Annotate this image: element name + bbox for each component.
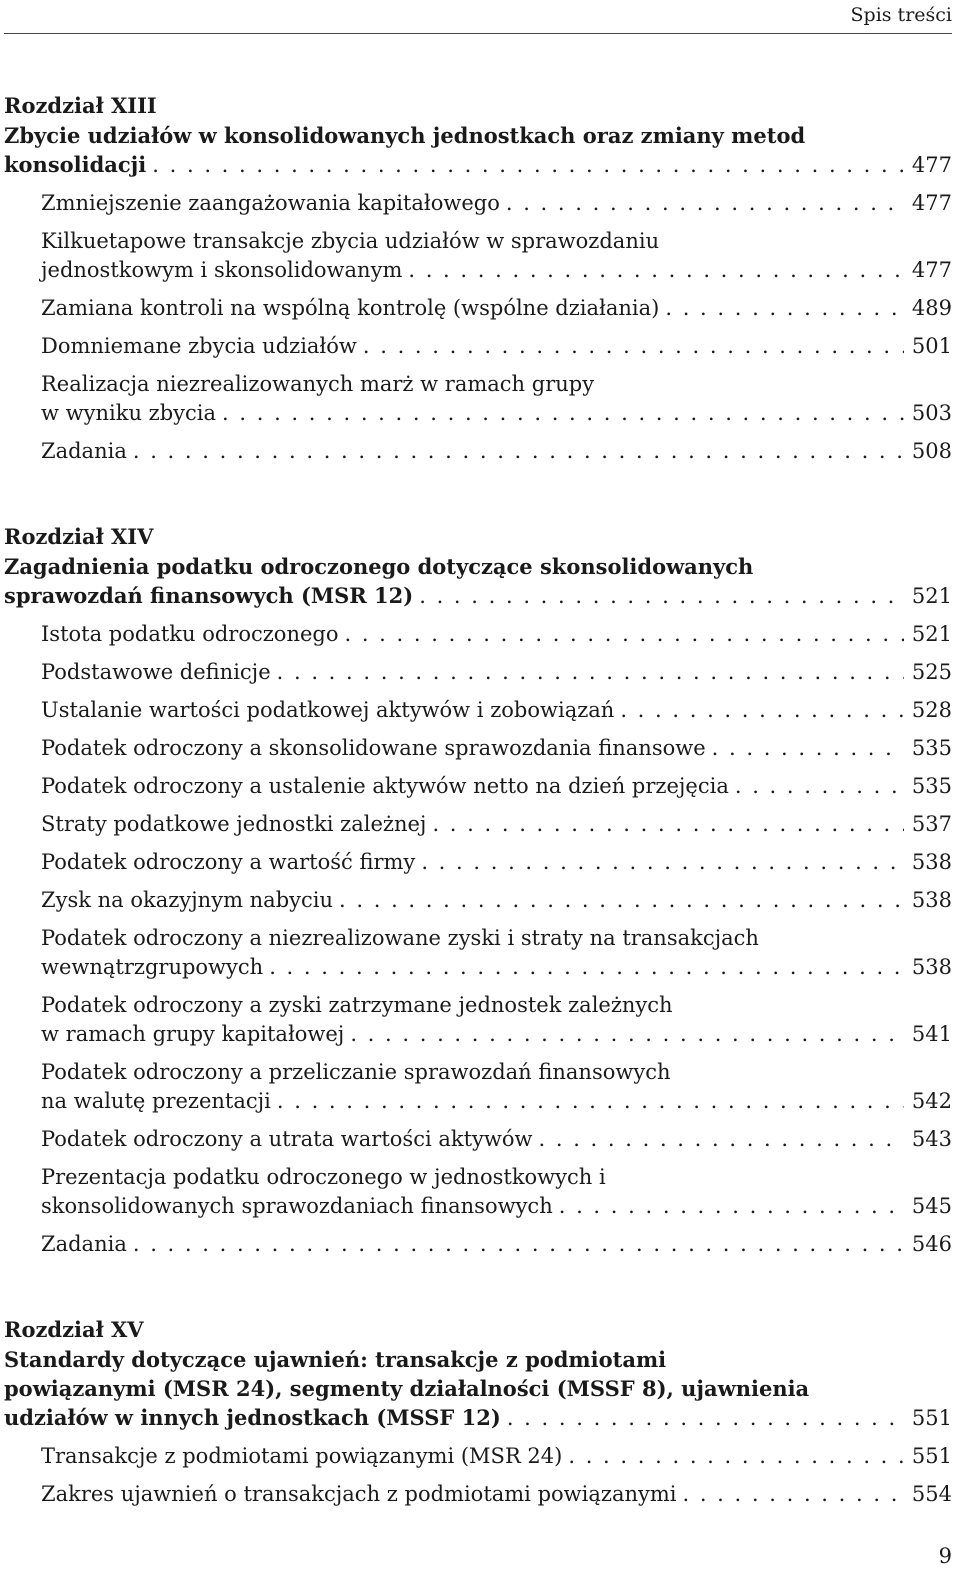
entry-title-line: Zysk na okazyjnym nabyciu [41, 888, 334, 912]
toc-entry[interactable] [4, 294, 952, 323]
entry-title-line: powiązanymi (MSR 24), segmenty działalności (MSSF 8), ujawnienia [4, 1376, 810, 1401]
entry-last-line [41, 772, 952, 801]
entry-title-line: Podatek odroczony a niezrealizowane zyski i straty na transakcjach [41, 926, 759, 950]
dot-leader [146, 151, 904, 180]
entry-title-line: Zadania [41, 439, 127, 463]
page-ref: 508 [911, 439, 952, 463]
dot-leader [426, 810, 903, 839]
entry-last-line [41, 810, 952, 839]
page-ref: 521 [911, 622, 952, 646]
toc-entry[interactable] [4, 370, 952, 428]
dot-leader [271, 658, 904, 687]
table-of-contents [4, 91, 952, 1509]
toc-entry[interactable] [4, 620, 952, 649]
page-ref: 546 [911, 1232, 952, 1256]
toc-entry[interactable] [4, 991, 952, 1049]
entry-title-line: Podstawowe definicje [41, 660, 271, 684]
chapter-section [4, 1315, 952, 1509]
dot-leader [562, 1442, 904, 1471]
toc-entry[interactable] [4, 810, 952, 839]
entry-last-line [41, 620, 952, 649]
entry-title-line: Podatek odroczony a skonsolidowane sprawozdania finansowe [41, 736, 706, 760]
dot-leader [216, 399, 904, 428]
page-ref: 554 [911, 1482, 952, 1506]
page-ref: 503 [911, 401, 952, 425]
page-ref: 545 [911, 1194, 952, 1218]
toc-entry[interactable] [4, 1442, 952, 1471]
entry-title-line: Domniemane zbycia udziałów [41, 334, 357, 358]
running-header: Spis treści [4, 0, 952, 34]
page-ref: 551 [911, 1444, 952, 1468]
entry-last-line [41, 696, 952, 725]
dot-leader [263, 953, 904, 982]
dot-leader [706, 734, 904, 763]
dot-leader [357, 332, 904, 361]
dot-leader [127, 437, 904, 466]
entry-last-line [41, 1442, 952, 1471]
dot-leader [413, 582, 904, 611]
entry-title-line: na walutę prezentacji [41, 1089, 271, 1113]
entry-last-line [41, 1192, 952, 1221]
entry-last-line [41, 437, 952, 466]
chapter-number: Rozdział XV [4, 1317, 144, 1342]
entry-title-line: jednostkowym i skonsolidowanym [41, 258, 403, 282]
dot-leader [338, 620, 903, 649]
page-ref: 525 [911, 660, 952, 684]
entry-title-line: Zakres ujawnień o transakcjach z podmiotami powiązanymi [41, 1482, 677, 1506]
page-number: 9 [938, 1544, 952, 1568]
entry-title-line: Prezentacja podatku odroczonego w jednostkowych i [41, 1165, 606, 1189]
page-ref: 541 [911, 1022, 952, 1046]
entry-last-line [41, 1480, 952, 1509]
entry-title-line: sprawozdań finansowych (MSR 12) [4, 583, 414, 608]
chapter-number: Rozdział XIII [4, 93, 157, 118]
toc-entry[interactable] [4, 1230, 952, 1259]
entry-title-line: Transakcje z podmiotami powiązanymi (MSR 24) [41, 1444, 563, 1468]
page-ref: 477 [911, 191, 952, 215]
entry-title-line: Straty podatkowe jednostki zależnej [41, 812, 427, 836]
page-ref: 477 [911, 153, 952, 177]
page-ref: 501 [911, 334, 952, 358]
dot-leader [500, 189, 904, 218]
toc-entry[interactable] [4, 227, 952, 285]
entry-title-line: Podatek odroczony a utrata wartości aktywów [41, 1127, 533, 1151]
page-ref: 551 [911, 1406, 952, 1430]
page-ref: 538 [911, 850, 952, 874]
chapter-title-entry[interactable] [4, 121, 952, 180]
page-ref: 542 [911, 1089, 952, 1113]
entry-title-line: Zadania [41, 1232, 127, 1256]
entry-last-line [41, 399, 952, 428]
entry-last-line [4, 150, 952, 180]
dot-leader [729, 772, 904, 801]
dot-leader [553, 1192, 904, 1221]
toc-entry[interactable] [4, 1480, 952, 1509]
page-ref: 535 [911, 774, 952, 798]
dot-leader [344, 1020, 904, 1049]
chapter-section [4, 522, 952, 1259]
entry-title-line: skonsolidowanych sprawozdaniach finansowych [41, 1194, 553, 1218]
entry-last-line [41, 189, 952, 218]
entry-title-line: Zamiana kontroli na wspólną kontrolę (wspólne działania) [41, 296, 660, 320]
entry-title-line: Podatek odroczony a przeliczanie sprawozdań finansowych [41, 1060, 671, 1084]
entry-title-line: udziałów w innych jednostkach (MSSF 12) [4, 1405, 501, 1430]
page-ref: 543 [911, 1127, 952, 1151]
toc-entry[interactable] [4, 332, 952, 361]
toc-entry[interactable] [4, 1125, 952, 1154]
toc-entry[interactable] [4, 772, 952, 801]
chapter-title-entry[interactable] [4, 1345, 952, 1433]
page-ref: 538 [911, 955, 952, 979]
entry-last-line [41, 734, 952, 763]
dot-leader [415, 848, 904, 877]
page-ref: 528 [911, 698, 952, 722]
entry-title-line: w wyniku zbycia [41, 401, 217, 425]
page-ref: 477 [911, 258, 952, 282]
entry-title-line: Istota podatku odroczonego [41, 622, 339, 646]
dot-leader [659, 294, 904, 323]
entry-last-line [41, 848, 952, 877]
toc-entry[interactable] [4, 1163, 952, 1221]
page-ref: 489 [911, 296, 952, 320]
page-ref: 538 [911, 888, 952, 912]
toc-entry[interactable] [4, 696, 952, 725]
entry-last-line [41, 1020, 952, 1049]
entry-title-line: Podatek odroczony a ustalenie aktywów netto na dzień przejęcia [41, 774, 729, 798]
toc-entry[interactable] [4, 189, 952, 218]
toc-entry[interactable] [4, 658, 952, 687]
entry-last-line [41, 1087, 952, 1116]
dot-leader [127, 1230, 904, 1259]
entry-title-line: Zmniejszenie zaangażowania kapitałowego [41, 191, 500, 215]
entry-title-line: Zagadnienia podatku odroczonego dotyczące skonsolidowanych [4, 554, 754, 579]
entry-title-line: Realizacja niezrealizowanych marż w ramach grupy [41, 372, 595, 396]
dot-leader [271, 1087, 904, 1116]
entry-last-line [41, 886, 952, 915]
dot-leader [676, 1480, 903, 1509]
dot-leader [614, 696, 904, 725]
entry-title-line: Podatek odroczony a wartość firmy [41, 850, 416, 874]
entry-last-line [41, 256, 952, 285]
chapter-number: Rozdział XIV [4, 524, 154, 549]
entry-title-line: Ustalanie wartości podatkowej aktywów i zobowiązań [41, 698, 615, 722]
page-ref: 535 [911, 736, 952, 760]
entry-last-line [41, 1125, 952, 1154]
toc-entry[interactable] [4, 1058, 952, 1116]
entry-last-line [41, 1230, 952, 1259]
entry-title-line: Zbycie udziałów w konsolidowanych jednostkach oraz zmiany metod [4, 123, 806, 148]
entry-title-line: konsolidacji [4, 152, 147, 177]
page-ref: 537 [911, 812, 952, 836]
chapter-section [4, 91, 952, 466]
entry-last-line [41, 332, 952, 361]
entry-last-line [41, 658, 952, 687]
entry-title-line: Kilkuetapowe transakcje zbycia udziałów w sprawozdaniu [41, 229, 660, 253]
toc-entry[interactable] [4, 848, 952, 877]
toc-entry[interactable] [4, 886, 952, 915]
dot-leader [501, 1404, 904, 1433]
entry-title-line: Standardy dotyczące ujawnień: transakcje z podmiotami [4, 1347, 667, 1372]
dot-leader [533, 1125, 904, 1154]
toc-entry[interactable] [4, 924, 952, 982]
toc-entry[interactable] [4, 437, 952, 466]
entry-last-line [41, 294, 952, 323]
chapter-title-entry[interactable] [4, 552, 952, 611]
entry-last-line [4, 581, 952, 611]
entry-last-line [4, 1403, 952, 1433]
entry-last-line [41, 953, 952, 982]
entry-title-line: w ramach grupy kapitałowej [41, 1022, 345, 1046]
entry-title-line: Podatek odroczony a zyski zatrzymane jednostek zależnych [41, 993, 673, 1017]
entry-title-line: wewnątrzgrupowych [41, 955, 264, 979]
toc-entry[interactable] [4, 734, 952, 763]
dot-leader [333, 886, 904, 915]
dot-leader [402, 256, 904, 285]
page-ref: 521 [911, 584, 952, 608]
